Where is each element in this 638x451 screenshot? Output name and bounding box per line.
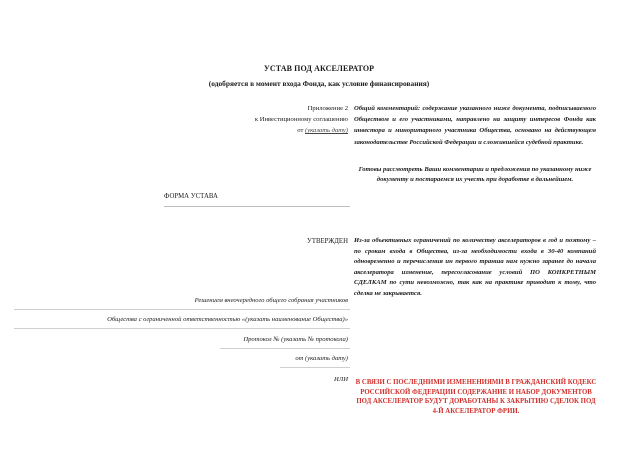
separator-line [14, 309, 350, 310]
appendix-block [255, 103, 348, 137]
red-notice: В СВЯЗИ С ПОСЛЕДНИМИ ИЗМЕНЕНИЯМИ В ГРАЖДАНСКИЙ КОДЕКС РОССИЙСКОЙ ФЕДЕРАЦИИ СОДЕРЖАНИЕ И НАБОР ДОКУМЕНТОВ ПОД АКСЕЛЕРАТОР БУДУТ ДОРАБОТАНЫ К ЗАКРЫТИЮ СДЕЛОК ПОД 4-Й АКСЕЛЕРАТОР ФРИИ. [355, 379, 597, 415]
protocol-line: Протокол № (указать № протокола) [243, 336, 348, 343]
appendix-line-1: Приложение 2 [307, 105, 348, 112]
company-line: Общества с ограниченной ответственностью «(указать наименование Общества)» [107, 316, 348, 323]
appendix-line-2: к Инвестиционному соглашению [254, 116, 348, 124]
approved-label: УТВЕРЖДЕН [307, 238, 348, 245]
date-placeholder: (указать дату) [305, 127, 348, 135]
feedback-comment: Готовы рассмотреть Ваши комментарии и предложения по указанному ниже документу и постараемся их учесть при доработке в дальнейшем. [358, 166, 592, 184]
date-line: от (указать дату) [295, 355, 348, 362]
separator-line [280, 367, 350, 368]
or-label: ИЛИ [334, 376, 348, 383]
general-comment: Общий комментарий: содержание указанного ниже документа, подписываемого Обществом и его участниками, направлено на защиту интересов Фонда как инвестора и миноритарного участника Общества, основано на действующем законодательстве Российской Федерации и сложившейся судебной практике. [354, 105, 596, 146]
separator-line [14, 328, 350, 329]
appendix-line-3: от (указать дату) [297, 127, 348, 135]
separator-line [220, 348, 350, 349]
decision-line: Решением внеочередного общего собрания участников [194, 297, 348, 304]
form-label: ФОРМА УСТАВА [164, 193, 350, 207]
document-title: УСТАВ ПОД АКСЕЛЕРАТОР [263, 64, 375, 73]
document-subtitle: (одобряется в момент входа Фонда, как условие финансирования) [208, 79, 430, 88]
accelerator-comment: Из-за объективных ограничений по количеству акселераторов в год и поэтому – по срокам входа в Общества, из-за необходимости входа в 30-40 компаний одновременно и перечисления ин первого транша нам нужно заранее до начала акселератора изменение, пересогласование условий ПО КОНКРЕТНЫМ СДЕЛКАМ по сути невозможно, так как на практике приводит к тому, что сделка не закрывается. [354, 237, 596, 297]
